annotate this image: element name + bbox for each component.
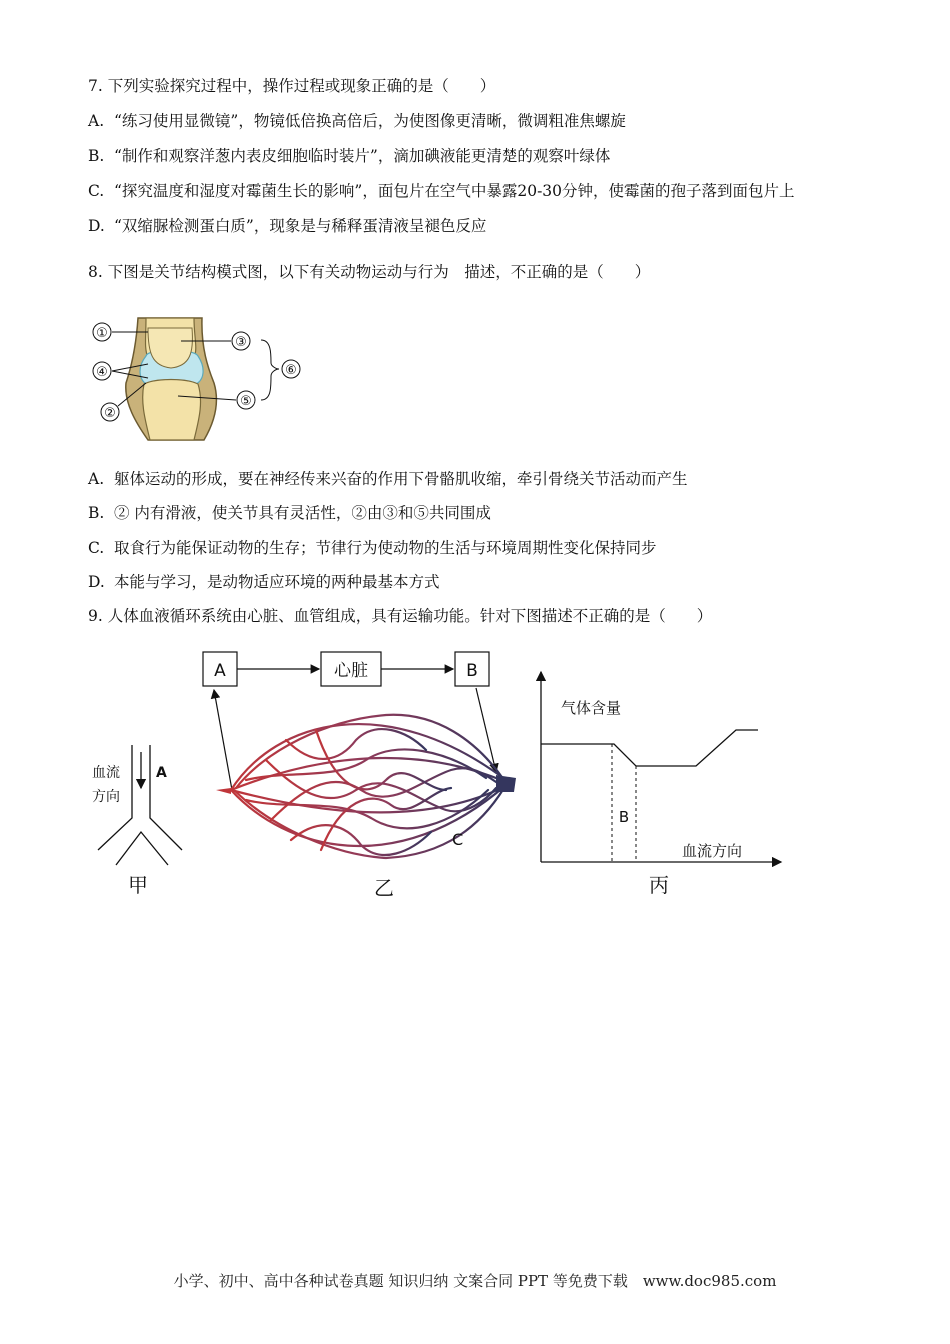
q7-option-d <box>88 216 486 236</box>
jia-arrow-label: A <box>156 765 167 781</box>
q8-option-d-label: D. <box>88 573 105 591</box>
joint-structure-figure <box>86 308 326 448</box>
jia-caption: 甲 <box>128 873 148 897</box>
question-7-stem: 7. 下列实验探究过程中，操作过程或现象正确的是（ ） <box>88 77 496 95</box>
yi-caption: 乙 <box>374 876 394 900</box>
bing-ylabel: 气体含量 <box>561 699 622 717</box>
q8-option-b-text: ② 内有滑液，使关节具有灵活性，②由③和⑤共同围成 <box>114 504 491 522</box>
q7-option-c-label: C. <box>88 182 105 200</box>
artery-entry <box>216 788 231 794</box>
q7-option-b <box>88 146 610 166</box>
label-2: ② <box>104 406 116 421</box>
q7-option-d-text: “双缩脲检测蛋白质”，现象是与稀释蛋清液呈褪色反应 <box>114 217 487 235</box>
label-6: ⑥ <box>285 363 297 378</box>
box-heart-label: 心脏 <box>334 661 368 681</box>
label-4: ④ <box>96 365 108 380</box>
label-3: ③ <box>235 335 247 350</box>
vein-exit <box>496 775 516 792</box>
jia-flow-label-2: 方向 <box>92 789 120 805</box>
label-c: C <box>452 830 464 849</box>
label-5: ⑤ <box>240 394 252 409</box>
q7-option-c-text: “探究温度和湿度对霉菌生长的影响”，面包片在空气中暴露20-30分钟，使霉菌的孢子落到面包片上 <box>114 182 795 200</box>
q8-option-d <box>88 572 440 592</box>
label-1: ① <box>96 326 108 341</box>
jia-flow-label-1: 血流 <box>92 765 120 781</box>
q8-option-c-text: 取食行为能保证动物的生存；节律行为使动物的生活与环境周期性变化保持同步 <box>114 539 657 557</box>
figure-yi <box>203 652 516 900</box>
q8-option-b <box>88 503 491 523</box>
q8-option-a <box>88 469 688 489</box>
q8-option-c <box>88 538 657 558</box>
q8-option-b-label: B. <box>88 504 105 522</box>
lower-bone <box>143 380 201 441</box>
q7-option-c <box>88 181 795 201</box>
box-a-label: A <box>214 661 226 681</box>
q8-option-a-label: A. <box>88 470 105 488</box>
q7-option-a-text: “练习使用显微镜”，物镜低倍换高倍后，为使图像更清晰，微调粗准焦螺旋 <box>114 112 626 130</box>
bing-gas-curve <box>541 730 758 766</box>
q7-option-a-label: A. <box>88 112 105 130</box>
q7-option-b-label: B. <box>88 147 105 165</box>
q8-option-d-text: 本能与学习，是动物适应环境的两种最基本方式 <box>114 573 440 591</box>
page-footer: 小学、初中、高中各种试卷真题 知识归纳 文案合同 PPT 等免费下载 www.doc985.com <box>173 1272 777 1290</box>
figure-jia <box>92 745 182 897</box>
q8-option-a-text: 躯体运动的形成，要在神经传来兴奋的作用下骨骼肌收缩，牵引骨绕关节活动而产生 <box>114 470 688 488</box>
bing-region-label: B <box>618 808 630 826</box>
capillary-network <box>231 715 506 858</box>
bing-caption: 丙 <box>649 873 669 897</box>
bing-xlabel: 血流方向 <box>682 842 743 860</box>
q7-option-a <box>88 111 626 131</box>
box-b-label: B <box>466 661 478 681</box>
circulation-figure <box>86 640 796 905</box>
q7-option-b-text: “制作和观察洋葱内表皮细胞临时装片”，滴加碘液能更清楚的观察叶绿体 <box>114 147 611 165</box>
question-8-stem: 8. 下图是关节结构模式图，以下有关动物运动与行为 描述，不正确的是（ ） <box>88 263 651 281</box>
figure-bing <box>541 672 781 897</box>
q8-option-c-label: C. <box>88 539 105 557</box>
q7-option-d-label: D. <box>88 217 105 235</box>
question-9-stem: 9. 人体血液循环系统由心脏、血管组成，具有运输功能。针对下图描述不正确的是（ ） <box>88 607 713 625</box>
